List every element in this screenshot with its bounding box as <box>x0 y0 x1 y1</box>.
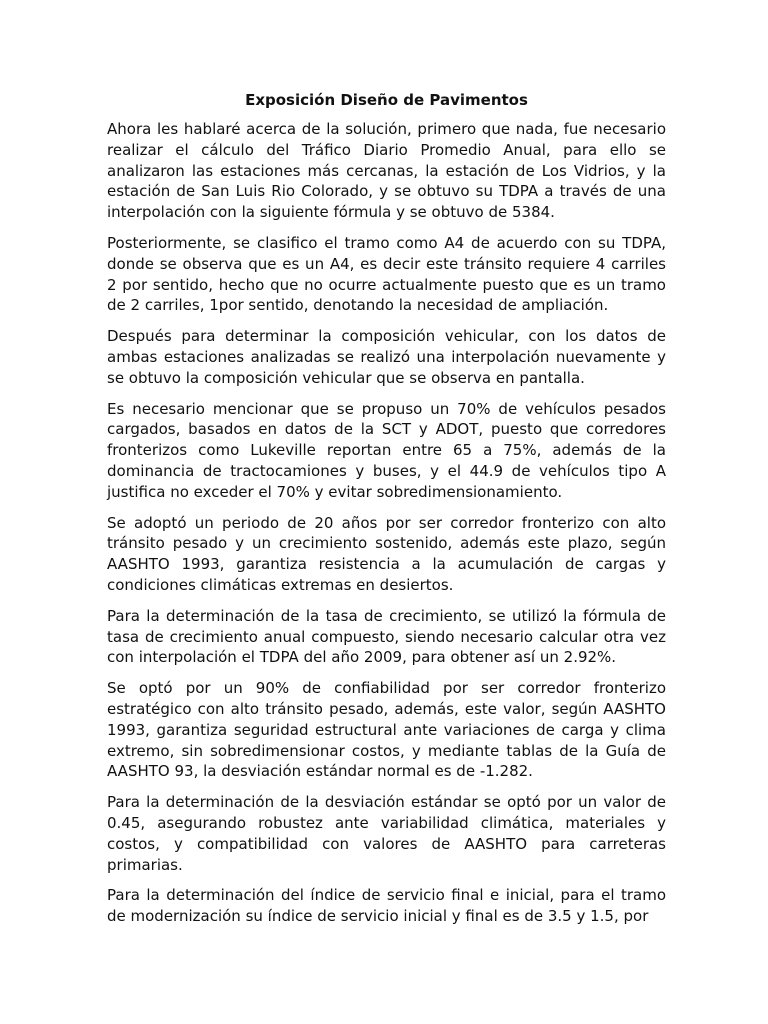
paragraph-6: Para la determinación de la tasa de crecimiento, se utilizó la fórmula de tasa de crecimiento anual compuesto, siendo necesario calcular otra vez con interpolación el TDPA del año 2009, para obtener así un 2.92%. <box>107 606 666 667</box>
paragraph-2: Posteriormente, se clasifico el tramo como A4 de acuerdo con su TDPA, donde se observa que es un A4, es decir este tránsito requiere 4 carriles 2 por sentido, hecho que no ocurre actualmente puesto que es un tramo de 2 carriles, 1por sentido, denotando la necesidad de ampliación. <box>107 233 666 315</box>
paragraph-7: Se optó por un 90% de confiabilidad por ser corredor fronterizo estratégico con alto tránsito pesado, además, este valor, según AASHTO 1993, garantiza seguridad estructural ante variaciones de carga y clima extremo, sin sobredimensionar costos, y mediante tablas de la Guía de AASHTO 93, la desviación estándar normal es de -1.282. <box>107 679 666 781</box>
paragraph-3: Después para determinar la composición vehicular, con los datos de ambas estaciones analizadas se realizó una interpolación nuevamente y se obtuvo la composición vehicular que se observa en pantalla. <box>107 327 666 387</box>
paragraph-9: Para la determinación del índice de servicio final e inicial, para el tramo de modernización su índice de servicio inicial y final es de 3.5 y 1.5, por <box>107 886 666 926</box>
paragraph-4: Es necesario mencionar que se propuso un 70% de vehículos pesados cargados, basados en datos de la SCT y ADOT, puesto que corredores fronterizos como Lukeville reportan entre 65 a 75%, además de la dominancia de tractocamiones y buses, y el 44.9 de vehículos tipo A justifica no exceder el 70% y evitar sobredimensionamiento. <box>107 399 666 501</box>
document-title: Exposición Diseño de Pavimentos <box>245 91 528 109</box>
paragraph-8: Para la determinación de la desviación estándar se optó por un valor de 0.45, asegurando robustez ante variabilidad climática, materiales y costos, y compatibilidad con valores de AASHTO para carreteras primarias. <box>107 793 666 874</box>
paragraph-5: Se adoptó un periodo de 20 años por ser corredor fronterizo con alto tránsito pesado y un crecimiento sostenido, además este plazo, según AASHTO 1993, garantiza resistencia a la acumulación de cargas y condiciones climáticas extremas en desiertos. <box>107 513 666 594</box>
paragraph-1: Ahora les hablaré acerca de la solución, primero que nada, fue necesario realizar el cálculo del Tráfico Diario Promedio Anual, para ello se analizaron las estaciones más cercanas, la estación de Los Vidrios, y la estación de San Luis Rio Colorado, y se obtuvo su TDPA a través de una interpolación con la siguiente fórmula y se obtuvo de 5384. <box>107 120 666 222</box>
document-body <box>107 90 666 937</box>
